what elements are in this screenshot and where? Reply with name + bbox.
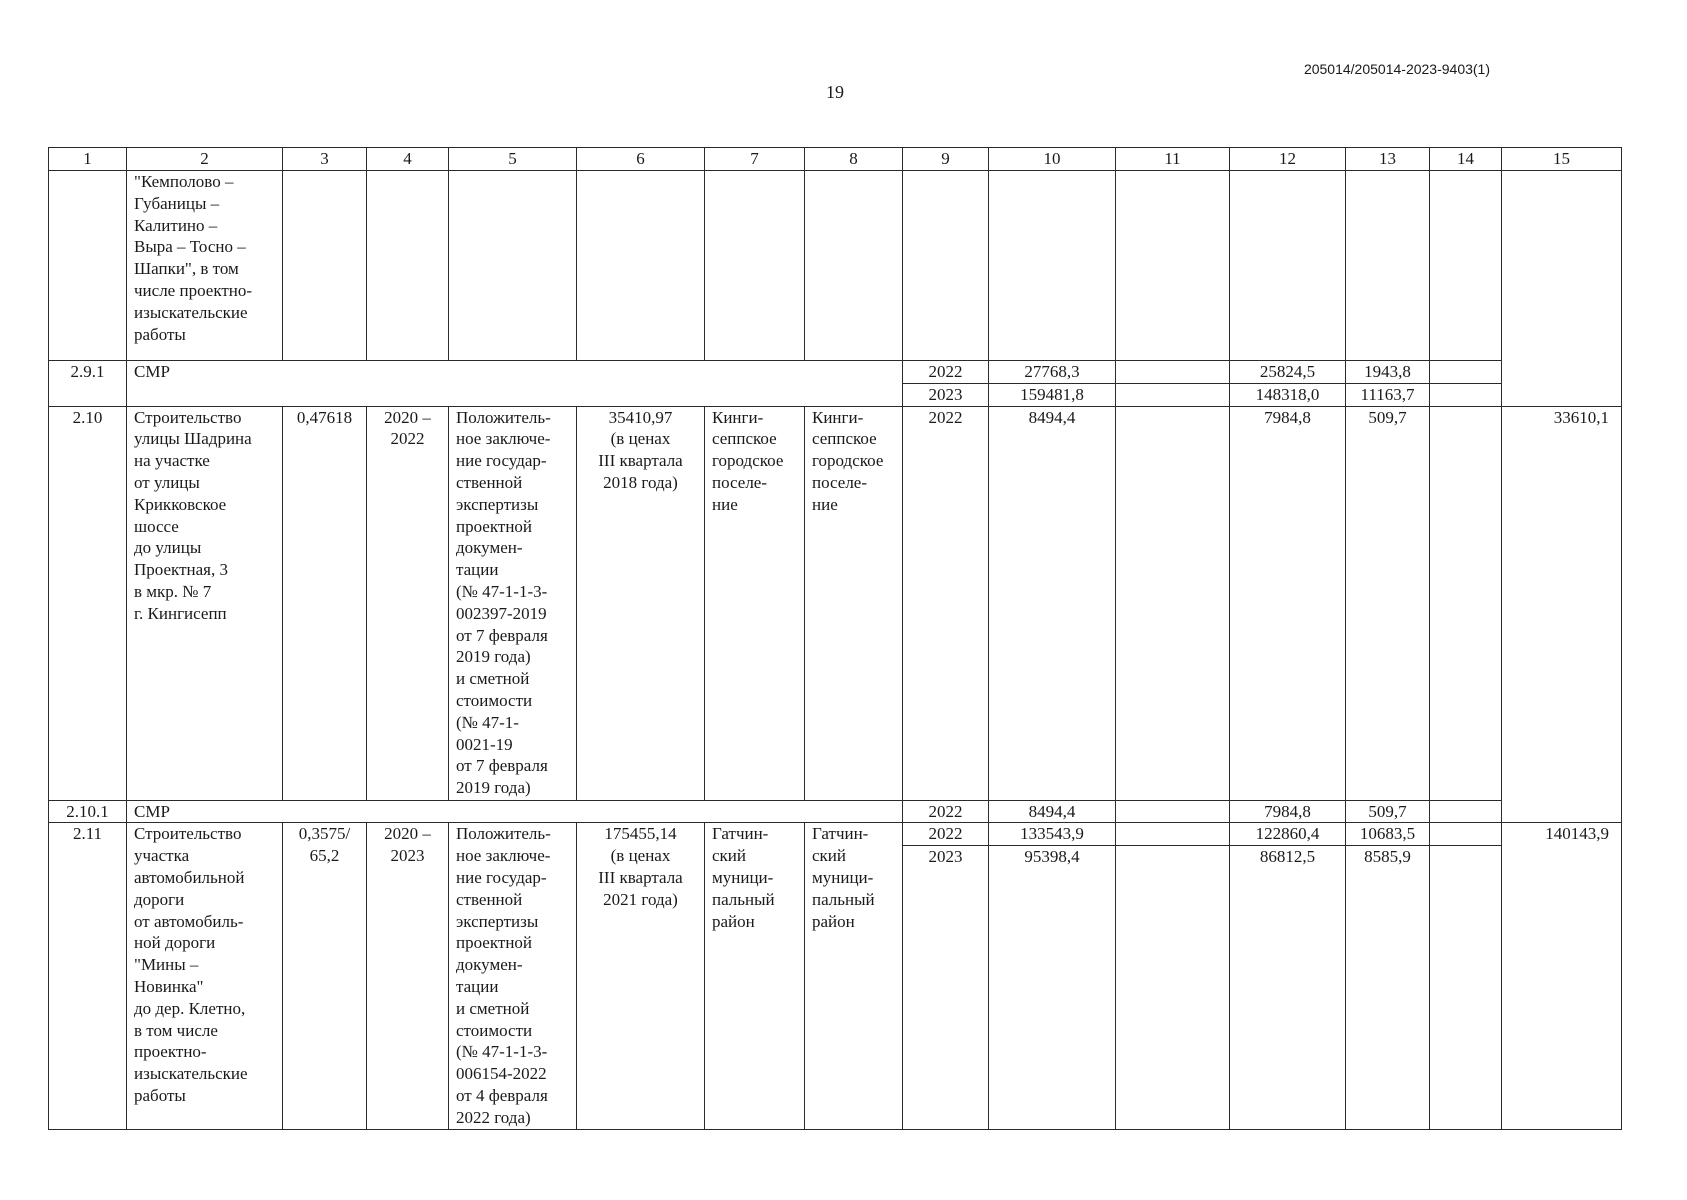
row-number: 2.10 <box>49 406 127 800</box>
column-number: 7 <box>705 148 805 171</box>
cell-empty <box>1430 846 1502 1130</box>
year-cell: 2022 <box>903 361 989 384</box>
cell-empty <box>577 171 705 361</box>
column-15-value: 140143,9 <box>1502 823 1622 1130</box>
year-cell: 2022 <box>903 800 989 823</box>
cell-empty <box>705 171 805 361</box>
customer-cell: Гатчин- ский муници- пальный район <box>705 823 805 1130</box>
row-number: 2.10.1 <box>49 800 127 823</box>
cost-cell: 175455,14 (в ценах III квартала 2021 года) <box>577 823 705 1130</box>
work-type-label: СМР <box>127 361 903 407</box>
cell-empty <box>1430 823 1502 846</box>
cell-empty <box>1430 406 1502 800</box>
total-value: 95398,4 <box>989 846 1116 1130</box>
object-name-cell: "Кемполово – Губаницы – Калитино – Выра – Тосно – Шапки", в том числе проектно- изыскательские работы <box>127 171 283 361</box>
column-number: 14 <box>1430 148 1502 171</box>
cell-empty <box>1116 361 1230 384</box>
local-value: 11163,7 <box>1346 383 1430 406</box>
local-value: 509,7 <box>1346 406 1430 800</box>
work-type-label: СМР <box>127 800 903 823</box>
year-cell: 2023 <box>903 846 989 1130</box>
column-number: 5 <box>449 148 577 171</box>
total-value: 159481,8 <box>989 383 1116 406</box>
table-row-2-11 <box>49 823 1622 846</box>
column-number: 1 <box>49 148 127 171</box>
column-number: 9 <box>903 148 989 171</box>
total-value: 8494,4 <box>989 800 1116 823</box>
total-value: 8494,4 <box>989 406 1116 800</box>
cell-empty <box>1430 171 1502 361</box>
regional-value: 7984,8 <box>1230 800 1346 823</box>
object-name-cell: Строительство участка автомобильной дороги от автомобиль- ной дороги "Мины – Новинка" до дер. Клетно, в том числе проектно- изыскательские работы <box>127 823 283 1130</box>
cell-empty <box>1502 171 1622 407</box>
year-cell: 2022 <box>903 406 989 800</box>
column-number-row <box>49 148 1622 171</box>
regional-value: 148318,0 <box>1230 383 1346 406</box>
cell-empty <box>903 171 989 361</box>
cell-empty <box>1116 383 1230 406</box>
regional-value: 25824,5 <box>1230 361 1346 384</box>
column-number: 2 <box>127 148 283 171</box>
row-number: 2.9.1 <box>49 361 127 407</box>
customer-cell: Кинги- сеппское городское поселе- ние <box>705 406 805 800</box>
recipient-cell: Гатчин- ский муници- пальный район <box>805 823 903 1130</box>
length-cell: 0,3575/ 65,2 <box>283 823 367 1130</box>
year-cell: 2023 <box>903 383 989 406</box>
year-cell: 2022 <box>903 823 989 846</box>
regional-value: 7984,8 <box>1230 406 1346 800</box>
table-row-2-10-1 <box>49 800 1622 823</box>
column-number: 6 <box>577 148 705 171</box>
cell-empty <box>1346 171 1430 361</box>
recipient-cell: Кинги- сеппское городское поселе- ние <box>805 406 903 800</box>
table-row-2-9-1 <box>49 361 1622 384</box>
column-number: 11 <box>1116 148 1230 171</box>
local-value: 509,7 <box>1346 800 1430 823</box>
cell-empty <box>805 171 903 361</box>
cell-empty <box>1116 846 1230 1130</box>
column-number: 8 <box>805 148 903 171</box>
cell-empty <box>283 171 367 361</box>
column-number: 4 <box>367 148 449 171</box>
cell-empty <box>1116 800 1230 823</box>
object-name-cell: Строительство улицы Шадрина на участке от улицы Крикковское шоссе до улицы Проектная, 3 в мкр. № 7 г. Кингисепп <box>127 406 283 800</box>
row-number: 2.11 <box>49 823 127 1130</box>
cell-empty <box>1430 361 1502 384</box>
column-15-value: 33610,1 <box>1502 406 1622 823</box>
regional-value: 86812,5 <box>1230 846 1346 1130</box>
cell-empty <box>449 171 577 361</box>
local-value: 8585,9 <box>1346 846 1430 1130</box>
cell-empty <box>1230 171 1346 361</box>
local-value: 1943,8 <box>1346 361 1430 384</box>
document-cell: Положитель- ное заключе- ние государ- ственной экспертизы проектной докумен- тации и сметной стоимости (№ 47-1-1-3- 006154-2022 от 4 февраля 2022 года) <box>449 823 577 1130</box>
column-number: 10 <box>989 148 1116 171</box>
column-number: 12 <box>1230 148 1346 171</box>
regional-value: 122860,4 <box>1230 823 1346 846</box>
cell-empty <box>367 171 449 361</box>
cell-empty <box>49 171 127 361</box>
period-cell: 2020 – 2023 <box>367 823 449 1130</box>
cost-cell: 35410,97 (в ценах III квартала 2018 года) <box>577 406 705 800</box>
cell-empty <box>989 171 1116 361</box>
document-id: 205014/205014-2023-9403(1) <box>1303 61 1490 77</box>
cell-empty <box>1116 171 1230 361</box>
cell-empty <box>1116 823 1230 846</box>
table-row-continuation <box>49 171 1622 361</box>
local-value: 10683,5 <box>1346 823 1430 846</box>
length-cell: 0,47618 <box>283 406 367 800</box>
column-number: 15 <box>1502 148 1622 171</box>
column-number: 3 <box>283 148 367 171</box>
document-cell: Положитель- ное заключе- ние государ- ственной экспертизы проектной докумен- тации (№ 47-1-1-3- 002397-2019 от 7 февраля 2019 года) и сметной стоимости (№ 47-1- 0021-19 от 7 февраля 2019 года) <box>449 406 577 800</box>
column-number: 13 <box>1346 148 1430 171</box>
page-number: 19 <box>826 82 844 102</box>
table-row-2-10 <box>49 406 1622 800</box>
cell-empty <box>1430 800 1502 823</box>
cell-empty <box>1116 406 1230 800</box>
cell-empty <box>1430 383 1502 406</box>
period-cell: 2020 – 2022 <box>367 406 449 800</box>
total-value: 27768,3 <box>989 361 1116 384</box>
total-value: 133543,9 <box>989 823 1116 846</box>
data-table <box>48 147 1622 1130</box>
